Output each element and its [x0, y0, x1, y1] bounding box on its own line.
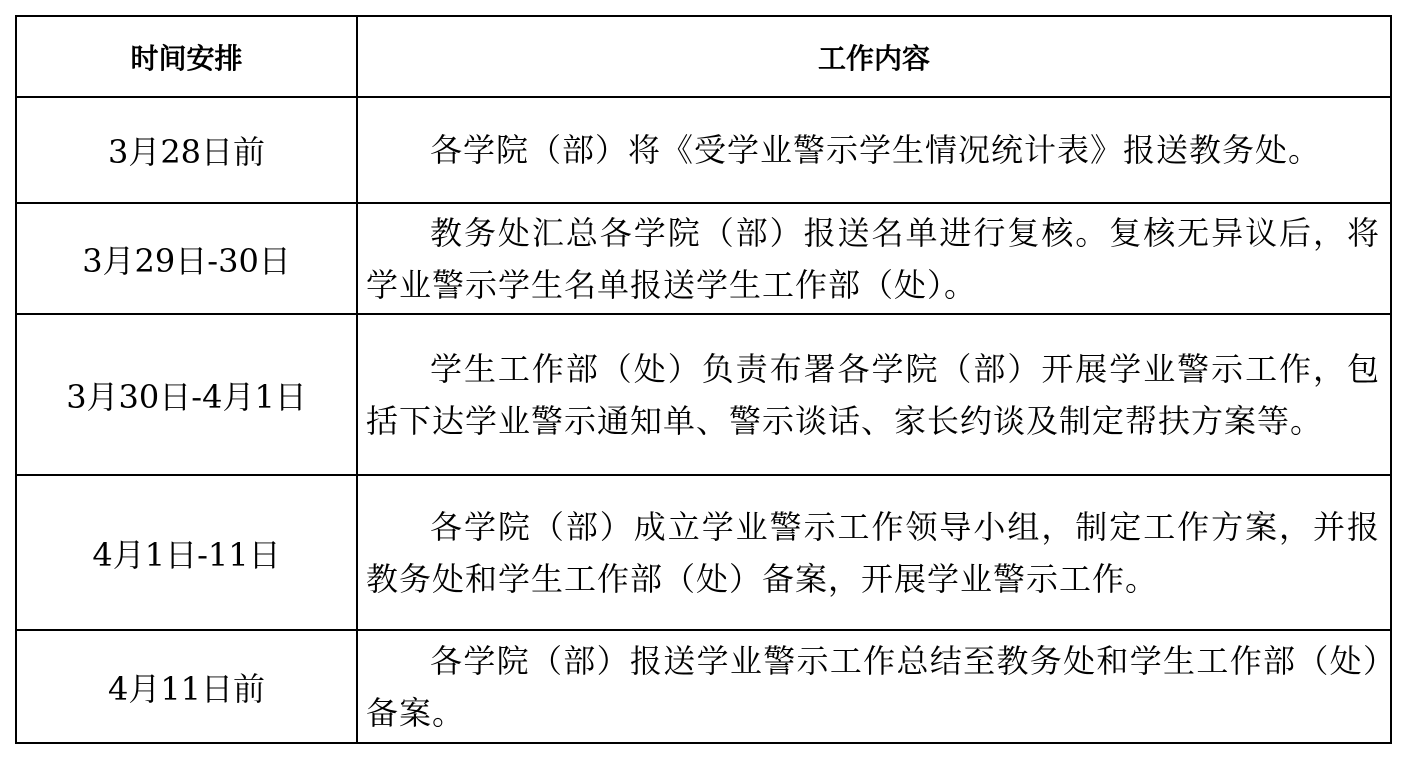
content-cell	[357, 97, 1391, 203]
table-row	[16, 475, 1391, 630]
content-text: 各学院（部）成立学业警示工作领导小组，制定工作方案，并报教务处和学生工作部（处）备案，开展学业警示工作。	[366, 507, 1380, 598]
table-row	[16, 97, 1391, 203]
header-time: 时间安排	[16, 16, 357, 97]
content-text: 教务处汇总各学院（部）报送名单进行复核。复核无异议后，将学业警示学生名单报送学生工作部（处）。	[366, 213, 1380, 304]
time-cell: 3月28日前	[16, 97, 357, 203]
header-row	[16, 16, 1391, 97]
table-row	[16, 314, 1391, 475]
header-content: 工作内容	[357, 16, 1391, 97]
content-cell	[357, 630, 1391, 743]
schedule-table	[15, 15, 1392, 744]
time-cell: 4月11日前	[16, 630, 357, 743]
time-cell: 4月1日-11日	[16, 475, 357, 630]
table-row	[16, 203, 1391, 314]
content-cell	[357, 475, 1391, 630]
content-text: 各学院（部）将《受学业警示学生情况统计表》报送教务处。	[430, 131, 1322, 169]
time-cell: 3月30日-4月1日	[16, 314, 357, 475]
content-cell	[357, 203, 1391, 314]
content-text: 各学院（部）报送学业警示工作总结至教务处和学生工作部（处）备案。	[366, 641, 1380, 732]
time-cell: 3月29日-30日	[16, 203, 357, 314]
content-cell	[357, 314, 1391, 475]
content-text: 学生工作部（处）负责布署各学院（部）开展学业警示工作，包括下达学业警示通知单、警示谈话、家长约谈及制定帮扶方案等。	[366, 349, 1380, 440]
table-row	[16, 630, 1391, 743]
